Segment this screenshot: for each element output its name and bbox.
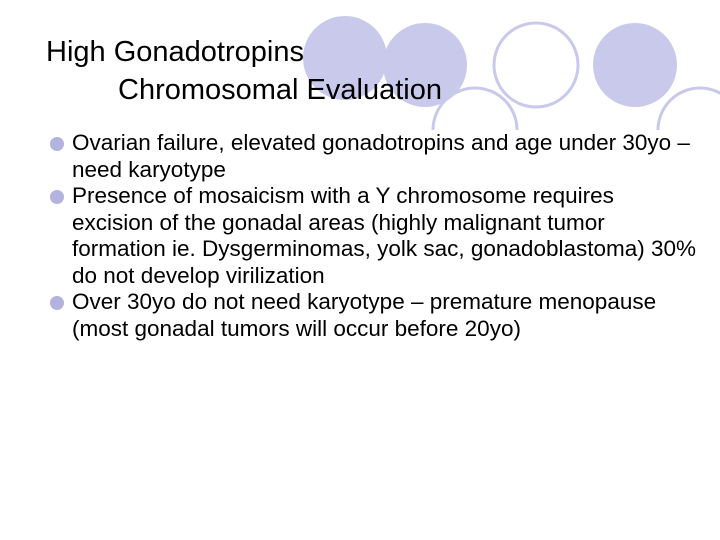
bullet-item-2 (50, 183, 700, 289)
bullet-circle-icon (50, 296, 64, 310)
bullet-item-1 (50, 130, 700, 183)
title-line-1: High Gonadotropins (46, 36, 304, 68)
slide-title (46, 33, 442, 109)
deco-circle-filled-3 (593, 23, 677, 107)
title-line-2: Chromosomal Evaluation (118, 74, 442, 106)
bullet-list (50, 130, 700, 342)
bullet-text: Ovarian failure, elevated gonadotropins and age under 30yo – need karyotype (72, 130, 690, 182)
bullet-circle-icon (50, 190, 64, 204)
deco-circle-outline-3 (658, 88, 720, 130)
bullet-text: Presence of mosaicism with a Y chromosome requires excision of the gonadal areas (highly malignant tumor formation ie. Dysgerminomas, yolk sac, gonadoblastoma) 30% do not develop virilization (72, 183, 697, 288)
deco-circle-outline-1 (494, 23, 578, 107)
bullet-circle-icon (50, 137, 64, 151)
bullet-text: Over 30yo do not need karyotype – premature menopause (most gonadal tumors will occur before 20yo) (72, 289, 657, 341)
bullet-item-3 (50, 289, 700, 342)
